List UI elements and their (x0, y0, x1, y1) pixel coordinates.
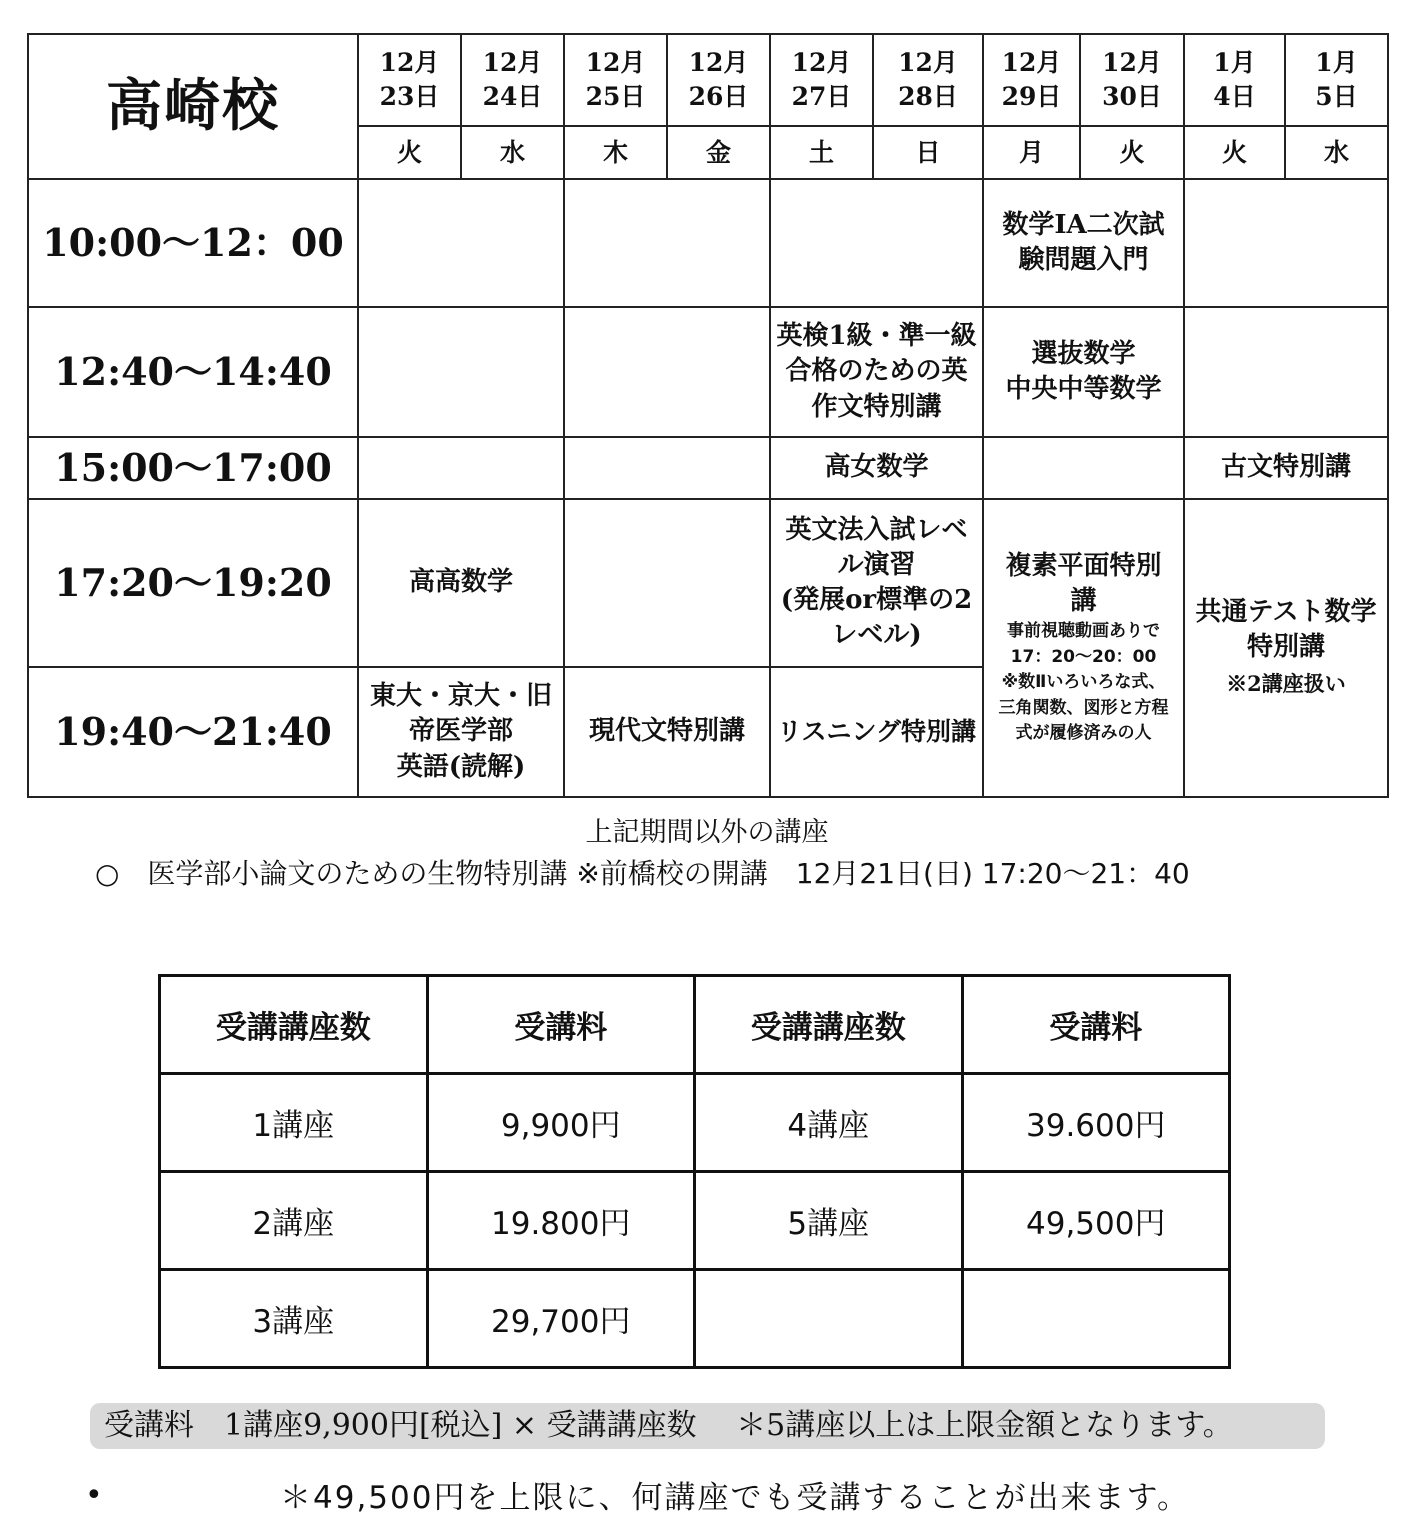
date-header: 1月 5日 (1285, 34, 1388, 126)
time-slot: 19:40～21:40 (28, 667, 358, 797)
date-header: 12月 30日 (1080, 34, 1184, 126)
course-english-grammar: 英文法入試レベ ル演習 (発展or標準の2 レベル) (770, 499, 983, 667)
empty-cell (564, 437, 770, 499)
date-header: 12月 29日 (983, 34, 1080, 126)
fee-header: 受講料 (962, 976, 1230, 1074)
fee-header: 受講料 (427, 976, 695, 1074)
table-row (160, 1172, 1230, 1270)
time-slot: 10:00～12：00 (28, 179, 358, 307)
school-name: 高崎校 (28, 34, 358, 179)
empty-cell (358, 307, 564, 437)
date-header: 12月 26日 (667, 34, 770, 126)
time-slot: 12:40～14:40 (28, 307, 358, 437)
date-header: 12月 27日 (770, 34, 873, 126)
course-math-1a: 数学ⅠA二次試 験問題入門 (983, 179, 1184, 307)
date-header: 12月 28日 (873, 34, 983, 126)
course-gendaibun: 現代文特別講 (564, 667, 770, 797)
date-header: 12月 24日 (461, 34, 564, 126)
weekday-header: 月 (983, 126, 1080, 179)
weekday-header: 火 (1184, 126, 1285, 179)
other-period-item: ○ 医学部小論文のための生物特別講 ※前橋校の開講 12月21日(日) 17:20～21：40 (95, 857, 1190, 890)
course-eiken: 英検1級・準一級 合格のための英 作文特別講 (770, 307, 983, 437)
weekday-header: 木 (564, 126, 667, 179)
empty-cell (1184, 179, 1388, 307)
fee-cell: 19.800円 (427, 1172, 695, 1270)
fee-cell: 1講座 (160, 1074, 428, 1172)
weekday-header: 金 (667, 126, 770, 179)
fee-cell: 2講座 (160, 1172, 428, 1270)
empty-cell (358, 179, 564, 307)
weekday-header: 水 (1285, 126, 1388, 179)
empty-cell (358, 437, 564, 499)
course-todai-english: 東大・京大・旧 帝医学部 英語(読解) (358, 667, 564, 797)
weekday-header: 日 (873, 126, 983, 179)
fee-formula: 受講料 1講座9,900円[税込] × 受講講座数 ＊5講座以上は上限金額となります。 (90, 1403, 1325, 1449)
schedule-table (27, 33, 1389, 798)
fee-table (158, 974, 1231, 1369)
fee-cell: 4講座 (695, 1074, 963, 1172)
time-slot: 15:00～17:00 (28, 437, 358, 499)
fee-cell (962, 1270, 1230, 1368)
course-senbatsu-math: 選抜数学 中央中等数学 (983, 307, 1184, 437)
time-slot: 17:20～19:20 (28, 499, 358, 667)
fee-cell: 39.600円 (962, 1074, 1230, 1172)
other-period-title: 上記期間以外の講座 (585, 817, 829, 848)
date-header: 12月 25日 (564, 34, 667, 126)
table-row (160, 1270, 1230, 1368)
empty-cell (983, 437, 1184, 499)
empty-cell (1184, 307, 1388, 437)
date-header: 1月 4日 (1184, 34, 1285, 126)
weekday-header: 水 (461, 126, 564, 179)
course-kobun: 古文特別講 (1184, 437, 1388, 499)
weekday-header: 火 (358, 126, 461, 179)
fee-cell: 9,900円 (427, 1074, 695, 1172)
fee-header: 受講講座数 (160, 976, 428, 1074)
date-header: 12月 23日 (358, 34, 461, 126)
fee-cell: 29,700円 (427, 1270, 695, 1368)
course-takataka-math: 高高数学 (358, 499, 564, 667)
fee-cell: 3講座 (160, 1270, 428, 1368)
course-complex-plane: 複素平面特別 講 事前視聴動画ありで 17：20～20：00 ※数Ⅱいろいろな式、 三角関数、図形と方程 式が履修済みの人 (983, 499, 1184, 797)
empty-cell (770, 179, 983, 307)
course-listening: リスニング特別講 (770, 667, 983, 797)
course-common-test-math: 共通テスト数学 特別講 ※2講座扱い (1184, 499, 1388, 797)
table-row (160, 1074, 1230, 1172)
weekday-header: 火 (1080, 126, 1184, 179)
empty-cell (564, 499, 770, 667)
fee-cell: 5講座 (695, 1172, 963, 1270)
empty-cell (564, 179, 770, 307)
bullet-icon: • (85, 1478, 103, 1513)
weekday-header: 土 (770, 126, 873, 179)
fee-cell (695, 1270, 963, 1368)
empty-cell (564, 307, 770, 437)
course-takajo-math: 高女数学 (770, 437, 983, 499)
fee-header: 受講講座数 (695, 976, 963, 1074)
fee-cell: 49,500円 (962, 1172, 1230, 1270)
bullet-note: ＊49,500円を上限に、何講座でも受講することが出来ます。 (280, 1480, 1190, 1516)
